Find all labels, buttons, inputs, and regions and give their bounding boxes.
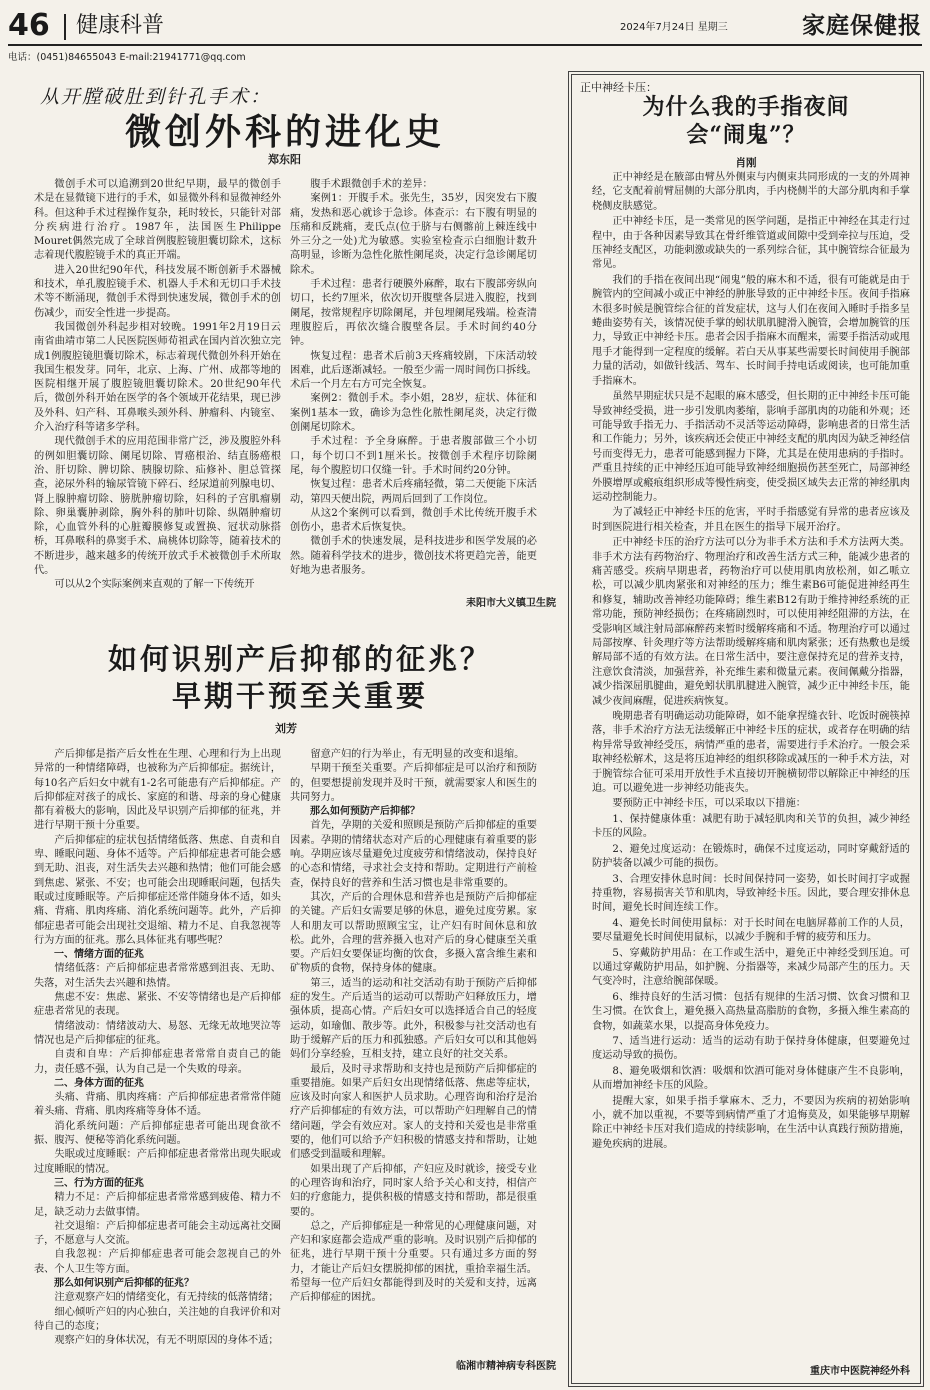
issue-date: 2024年7月24日 星期三 bbox=[620, 22, 728, 33]
subheading: 三、行为方面的征兆 bbox=[54, 1177, 144, 1189]
page-number: 46 bbox=[8, 8, 50, 43]
paragraph: 4、避免长时间使用鼠标：对于长时间在电脑屏幕前工作的人员，要尽量避免长时间使用鼠标，以减少手腕和手臂的疲劳和压力。 bbox=[592, 917, 910, 944]
paragraph: 早期干预至关重要。产后抑郁症是可以治疗和预防的，但要想提前发现并及时干预，就需要家人和医生的共同努力。 bbox=[290, 763, 537, 803]
paragraph: 如果出现了产后抑郁，产妇应及时就诊，接受专业的心理咨询和治疗，同时家人给予关心和支持，相信产妇的疗愈能力，提供积极的情感支持和帮助，都是很重要的。 bbox=[290, 1163, 537, 1218]
paragraph: 注意观察产妇的情绪变化，有无持续的低落情绪； bbox=[54, 1292, 279, 1304]
paragraph: 首先，孕期的关爱和照顾是预防产后抑郁症的重要因素。孕期的情绪状态对产后的心理健康有着重要的影响。孕期应该尽量避免过度疲劳和情绪波动，保持良好的心态和情绪，寻求社会支持和帮助。定期进行产前检查，保持良好的营养和生活习惯也是非常重要的。 bbox=[290, 820, 537, 889]
paragraph: 产后抑郁是指产后女性在生理、心理和行为上出现异常的一种情绪障碍，也被称为产后抑郁症。据统计，每10名产后妇女中就有1-2名可能患有产后抑郁症。产后抑郁症对孩子的成长、家庭的和谐、母亲的身心健康都有着极大的影响，因此及早识别产后抑郁的征兆，并进行早期干预十分重要。 bbox=[34, 749, 281, 832]
article2-source: 临湘市精神病专科医院 bbox=[456, 1361, 556, 1372]
paragraph: 案例1：开腹手术。张先生，35岁，因突发右下腹痛，发热和恶心就诊于急诊。体查示：右下腹有明显的压痛和反跳痛，麦氏点(位于脐与右侧髂前上棘连线中外三分之一处)尤为敏感。实验室检查示白细胞计数升高明显，诊断为急性化脓性阑尾炎，决定行急诊阑尾切除术。 bbox=[290, 193, 537, 276]
paragraph: 自我忽视：产后抑郁症患者可能会忽视自己的外表、个人卫生等方面。 bbox=[34, 1249, 281, 1275]
paragraph: 晚期患者有明确运动功能障碍，如不能拿捏缝衣针、吃饭时碗筷掉落，非手术治疗方法无法缓解正中神经卡压的症状，或者存在明确的结构异常导致神经受压，病情严重的患者，需要进行手术治疗。一般会采取神经松解术，这是将压迫神经的组织移除或减压的一种手术方法，对于腕管综合征可采用开放性手术直接切开腕横韧带以解除正中神经的压迫。可以避免进一步神经功能丧失。 bbox=[592, 711, 910, 795]
paragraph: 从这2个案例可以看到，微创手术比传统开腹手术创伤小，患者术后恢复快。 bbox=[290, 507, 537, 534]
paragraph: 消化系统问题：产后抑郁症患者可能出现食欲不振、腹泻、便秘等消化系统问题。 bbox=[34, 1120, 281, 1147]
paragraph: 手术过程：予全身麻醉。于患者腹部做三个小切口，每个切口不到1厘米长。按微创手术程序切除阑尾，每个腹腔切口仅缝一针。手术时间约20分钟。 bbox=[290, 436, 537, 476]
paragraph: 5、穿戴防护用品：在工作或生活中，避免正中神经受到压迫。可以通过穿戴防护用品，如护腕、分指器等，来减少局部产生的压力。天气变冷时，注意给腕部保暖。 bbox=[592, 947, 910, 988]
paragraph: 恢复过程：患者术后疼痛轻微，第二天便能下床活动，第四天便出院，两周后回到了工作岗位。 bbox=[290, 479, 537, 505]
subheading: 一、情绪方面的征兆 bbox=[54, 949, 144, 961]
paragraph: 恢复过程：患者术后前3天疼痛较剧，下床活动较困难，此后逐渐减轻。一般至少需一周时间伤口拆线。术后一个月左右方可完全恢复。 bbox=[290, 350, 537, 391]
article1-author: 郑东阳 bbox=[268, 153, 301, 166]
subheading: 那么如何预防产后抑郁？ bbox=[310, 806, 420, 818]
subheading: 那么如何识别产后抑郁的征兆？ bbox=[54, 1277, 194, 1289]
article2-column-2 bbox=[290, 748, 537, 1358]
article3-source: 重庆市中医院神经外科 bbox=[810, 1366, 910, 1377]
paragraph: 7、适当进行运动：适当的运动有助于保持身体健康，但要避免过度运动导致的损伤。 bbox=[592, 1035, 910, 1062]
paragraph: 精力不足：产后抑郁症患者常常感到疲倦、精力不足，缺乏动力去做事情。 bbox=[34, 1192, 281, 1218]
section-title: 健康科普 bbox=[76, 13, 165, 38]
paragraph: 正中神经卡压的治疗方法可以分为非手术方法和手术方法两大类。非手术方法有药物治疗、物理治疗和改善生活方式三种，能减少患者的痛苦感受。疾病早期患者，药物治疗可以使用肌肉放松剂，如乙哌立松，可以减少肌肉紧张和对神经的压力；维生素B6可能促进神经再生和修复，辅助改善神经功能障碍；维生素B12有助于维持神经系统的正常功能，预防神经损伤；在疼痛剧烈时，可以使用神经阻滞的方法，在受影响区域注射局部麻醉药来暂时缓解疼痛和不适。物理治疗可以通过局部按摩、针灸理疗等方法帮助缓解疼痛和肌肉紧张；还有热敷也是缓解局部不适的有效方法。在日常生活中，要注意保持充足的营养支持，注意饮食清淡，加强营养，补充维生素和微量元素。夜间佩戴分指器，减少指深屈肌腱曲，避免蚓状肌肌腱进入腕管，减少正中神经卡压，能减少夜间麻醒，促进疾病恢复。 bbox=[592, 537, 910, 707]
paragraph: 细心倾听产妇的内心独白，关注她的自我评价和对待自己的态度； bbox=[34, 1306, 281, 1332]
paragraph: 1、保持健康体重：减肥有助于减轻肌肉和关节的负担，减少神经卡压的风险。 bbox=[592, 813, 910, 840]
paragraph: 6、维持良好的生活习惯：包括有规律的生活习惯、饮食习惯和卫生习惯。在饮食上，避免摄入高热量高脂肪的食物，多摄入维生素高的食物，如蔬菜水果，以提高身体免疫力。 bbox=[592, 991, 910, 1032]
article3-title-line1: 为什么我的手指夜间 bbox=[642, 94, 850, 120]
paragraph: 腹手术跟微创手术的差异： bbox=[310, 179, 433, 190]
paragraph: 8、避免吸烟和饮酒：吸烟和饮酒可能对身体健康产生不良影响，从而增加神经卡压的风险。 bbox=[592, 1065, 910, 1092]
article2-column-1 bbox=[34, 748, 281, 1384]
paragraph: 正中神经卡压，是一类常见的医学问题，是指正中神经在其走行过程中，由于各种因素导致其在骨纤维管道或间隙中受到牵拉与压迫，受压神经支配区，功能刺激或缺失的一系列综合征，其中腕管综合征最为常见。 bbox=[592, 216, 910, 271]
paragraph: 可以从2个实际案例来直观的了解一下传统开 bbox=[54, 579, 255, 591]
paragraph: 头痛、背痛、肌肉疼痛：产后抑郁症患者常常伴随着头痛、背痛、肌肉疼痛等身体不适。 bbox=[34, 1092, 281, 1118]
paragraph: 微创手术可以追溯到20世纪早期，最早的微创手术是在显微镜下进行的手术，如显微外科和显微神经外科。但这种手术过程操作复杂，耗时较长，只能针对部分疾病进行治疗。1987年，法国医生Philippe Mouret偶然完成了全球首例腹腔镜胆囊切除术，这标志着现代腹腔镜手术的真正开端。 bbox=[34, 179, 281, 262]
paragraph: 进入20世纪90年代，科技发展不断创新手术器械和技术，单孔腹腔镜手术、机器人手术和无切口手术技术等不断涌现，微创手术得到快速发展，微创手术的创伤减少，而安全性进一步提高。 bbox=[34, 264, 281, 319]
article3-kicker: 正中神经卡压： bbox=[580, 81, 657, 94]
article3-title bbox=[572, 93, 920, 149]
article1-column-1 bbox=[34, 178, 281, 610]
paragraph: 虽然早期症状只是不起眼的麻木感受，但长期的正中神经卡压可能导致神经受损，进一步引发肌肉萎缩，影响手部肌肉的功能和外观；还可能导致手指无力、手指活动不灵活等运动障碍，影响患者的日常生活和工作能力；另外，该疾病还会使正中神经支配的肌肉因为缺乏神经信号而变得无力，患者可能感到握力下降，尤其是在使用患病的手指时。严重且持续的正中神经压迫可能导致神经细胞损伤甚至死亡，局部神经外膜增厚或瘢痕组织形成等慢性病变，使受损区域失去正常的神经肌肉运动控制能力。 bbox=[592, 391, 910, 503]
article2-title-line1: 如何识别产后抑郁的征兆？ bbox=[107, 642, 492, 676]
paragraph: 为了减轻正中神经卡压的危害，平时手指感觉有异常的患者应该及时到医院进行相关检查，并且在医生的指导下展开治疗。 bbox=[592, 507, 910, 533]
paragraph: 留意产妇的行为举止，有无明显的改变和退缩。 bbox=[310, 749, 525, 760]
paragraph: 自责和自卑：产后抑郁症患者常常自责自己的能力，责任感不强，认为自己是一个失败的母亲。 bbox=[34, 1049, 281, 1075]
paragraph: 我国微创外科起步相对较晚。1991年2月19日云南省曲靖市第二人民医院医师荀祖武在国内首次独立完成1例腹腔镜胆囊切除术，标志着现代微创外科开始在我国生根发芽。同年，北京、上海、广州、成都等地的医院相继开展了腹腔镜胆囊切除术。20世纪90年代后，微创外科开始在医学的各个领域开花结果，现已涉及外科、妇产科、耳鼻喉头颈外科、肿瘤科、内镜室、介入治疗科等诸多学科。 bbox=[34, 321, 281, 434]
paragraph: 最后，及时寻求帮助和支持也是预防产后抑郁症的重要措施。如果产后妇女出现情绪低落、焦虑等症状，应该及时向家人和医护人员求助。心理咨询和治疗是治疗产后抑郁症的有效方法，可以帮助产妇理解自己的情绪问题，学会有效应对。家人的支持和关爱也是非常重要的，他们可以给予产妇积极的情感支持和帮助，让她们感受到温暖和理解。 bbox=[290, 1063, 537, 1161]
article3-author: 肖刚 bbox=[735, 157, 757, 169]
page-header bbox=[8, 6, 922, 46]
header-divider bbox=[64, 14, 66, 40]
contact-line: 电话：(0451)84655043 E-mail:21941771@qq.com bbox=[8, 52, 246, 63]
article3-body bbox=[592, 171, 910, 1363]
paragraph: 第三，适当的运动和社交活动有助于预防产后抑郁症的发生。产后适当的运动可以帮助产妇释放压力，增强体质，提高心情。产后妇女可以选择适合自己的轻度运动，如瑜伽、散步等。此外，积极参与社交活动也有助于缓解产后的压力和孤独感。产后妇女可以和其他妈妈们分享经验，互相支持，建立良好的社交关系。 bbox=[290, 977, 537, 1061]
article2-title bbox=[40, 641, 560, 715]
paragraph: 3、合理安排休息时间：长时间保持同一姿势，如长时间打字或握持重物，容易损害关节和肌肉，导致神经卡压。因此，要合理安排休息时间，避免长时间连续工作。 bbox=[592, 873, 910, 914]
subheading: 二、身体方面的征兆 bbox=[54, 1077, 144, 1089]
article3-box bbox=[571, 74, 921, 1384]
paragraph: 微创手术的快速发展，是科技进步和医学发展的必然。随着科学技术的进步，微创技术将更趋完善，能更好地为患者服务。 bbox=[290, 536, 537, 577]
paragraph: 社交退缩：产后抑郁症患者可能会主动远离社交圈子，不愿意与人交流。 bbox=[34, 1220, 281, 1247]
paragraph: 要预防正中神经卡压，可以采取以下措施： bbox=[612, 798, 806, 810]
article1-title: 微创外科的进化史 bbox=[125, 111, 446, 153]
paragraph: 情绪低落：产后抑郁症患者常常感到沮丧、无助、失落，对生活失去兴趣和热情。 bbox=[34, 963, 281, 989]
paragraph: 产后抑郁症的症状包括情绪低落、焦虑、自责和自卑、睡眠问题、身体不适等。产后抑郁症患者可能会感到无助、沮丧，对生活失去兴趣和热情；他们可能会感到焦虑、紧张、不安；也可能会出现睡眠问题，包括失眠或过度睡眠等。产后抑郁症还常伴随身体不适，如头痛、背痛、肌肉疼痛、消化系统问题等。此外，产后抑郁症患者可能会出现社交退缩、精力不足、自我忽视等行为方面的征兆。那么具体征兆有哪些呢？ bbox=[34, 834, 281, 946]
paragraph: 焦虑不安：焦虑、紧张、不安等情绪也是产后抑郁症患者常见的表现。 bbox=[34, 992, 281, 1018]
paragraph: 观察产妇的身体状况，有无不明原因的身体不适； bbox=[54, 1335, 279, 1347]
paragraph: 其次，产后的合理休息和营养也是预防产后抑郁症的关键。产后妇女需要足够的休息，避免过度劳累。家人和朋友可以帮助照顾宝宝，让产妇有时间休息和放松。此外，合理的营养摄入也对产后的身心健康至关重要。产后妇女要保证均衡的饮食，多摄入富含维生素和矿物质的食物，保持身体的健康。 bbox=[290, 891, 537, 975]
paragraph: 案例2：微创手术。李小姐，28岁，症状、体征和案例1基本一致，确诊为急性化脓性阑尾炎，决定行微创阑尾切除术。 bbox=[290, 393, 537, 434]
paragraph: 我们的手指在夜间出现“闹鬼”般的麻木和不适，很有可能就是由于腕管内的空间减小或正中神经的肿胀导致的正中神经卡压。夜间手指麻木很多时候是腕管综合征的首发症状，这与人们在夜间入睡时手指多呈蜷曲姿势有关，该情况使手掌的蚓状肌肌腱滑入腕管，会增加腕管的压力，导致正中神经卡压。患者会因手指麻木而醒来，需要手指活动或甩甩手才能得到一定程度的缓解。若白天从事某些需要长时间使用手腕部力量的活动，如做针线活、驾车、长时间手持电话或阅读，也可能加重手指麻木。 bbox=[592, 274, 910, 387]
article1-column-2 bbox=[290, 178, 537, 588]
paragraph: 总之，产后抑郁症是一种常见的心理健康问题，对产妇和家庭都会造成严重的影响。及时识别产后抑郁的征兆，进行早期干预十分重要。只有通过多方面的努力，才能让产后妇女摆脱抑郁的困扰，重拾幸福生活。希望每一位产后妇女都能得到及时的关爱和支持，远离产后抑郁症的困扰。 bbox=[290, 1220, 537, 1304]
paragraph: 正中神经是在腋部由臂丛外侧束与内侧束共同形成的一支的外周神经，它支配着前臂屈侧的大部分肌肉，手内桡侧半的大部分肌肉和手掌桡侧皮肤感觉。 bbox=[592, 172, 910, 212]
paragraph: 2、避免过度运动：在锻炼时，确保不过度运动，同时穿戴舒适的防护装备以减少可能的损伤。 bbox=[592, 843, 910, 870]
article2-author: 刘芳 bbox=[275, 722, 297, 735]
article1-source: 耒阳市大义镇卫生院 bbox=[466, 598, 556, 609]
paragraph: 手术过程：患者行硬膜外麻醉，取右下腹部旁纵向切口，长约7厘米，依次切开腹壁各层进入腹腔，找到阑尾，按常规程序切除阑尾，并包埋阑尾残端。检查清理腹腔后，再依次缝合腹壁各层。手术时间约40分钟。 bbox=[290, 279, 537, 348]
paragraph: 情绪波动：情绪波动大、易怒、无缘无故地哭泣等情况也是产后抑郁症的征兆。 bbox=[34, 1020, 281, 1046]
article2-title-line2: 早期干预至关重要 bbox=[171, 679, 428, 713]
article1-kicker: 从开膛破肚到针孔手术： bbox=[40, 86, 272, 108]
paragraph: 现代微创手术的应用范围非常广泛，涉及腹腔外科的例如胆囊切除、阑尾切除、胃癌根治、结直肠癌根治、肝切除、脾切除、胰腺切除、疝修补、胆总管探查，泌尿外科的输尿管镜下碎石、经尿道前列腺电切、肾上腺肿瘤切除、膀胱肿瘤切除，妇科的子宫肌瘤剔除、卵巢囊肿剥除，胸外科的肺叶切除、纵隔肿瘤切除，心血管外科的心脏瓣膜修复或置换、冠状动脉搭桥，耳鼻喉科的鼻窦手术、扁桃体切除等，随着技术的不断进步，越来越多的传统开放式手术被微创手术所取代。 bbox=[34, 436, 281, 577]
paragraph: 失眠或过度睡眠：产后抑郁症患者常常出现失眠或过度睡眠的情况。 bbox=[34, 1149, 281, 1175]
paragraph: 提醒大家，如果手指手掌麻木、乏力，不要因为疾病的初始影响小，就不加以重视，不要等到病情严重了才追悔莫及，如果能够早期解除正中神经卡压对我们造成的持续影响，在生活中认真践行预防措施，避免疾病的进展。 bbox=[592, 1095, 910, 1150]
newspaper-name: 家庭保健报 bbox=[802, 12, 922, 39]
article3-title-line2: 会“闹鬼”？ bbox=[686, 122, 806, 148]
